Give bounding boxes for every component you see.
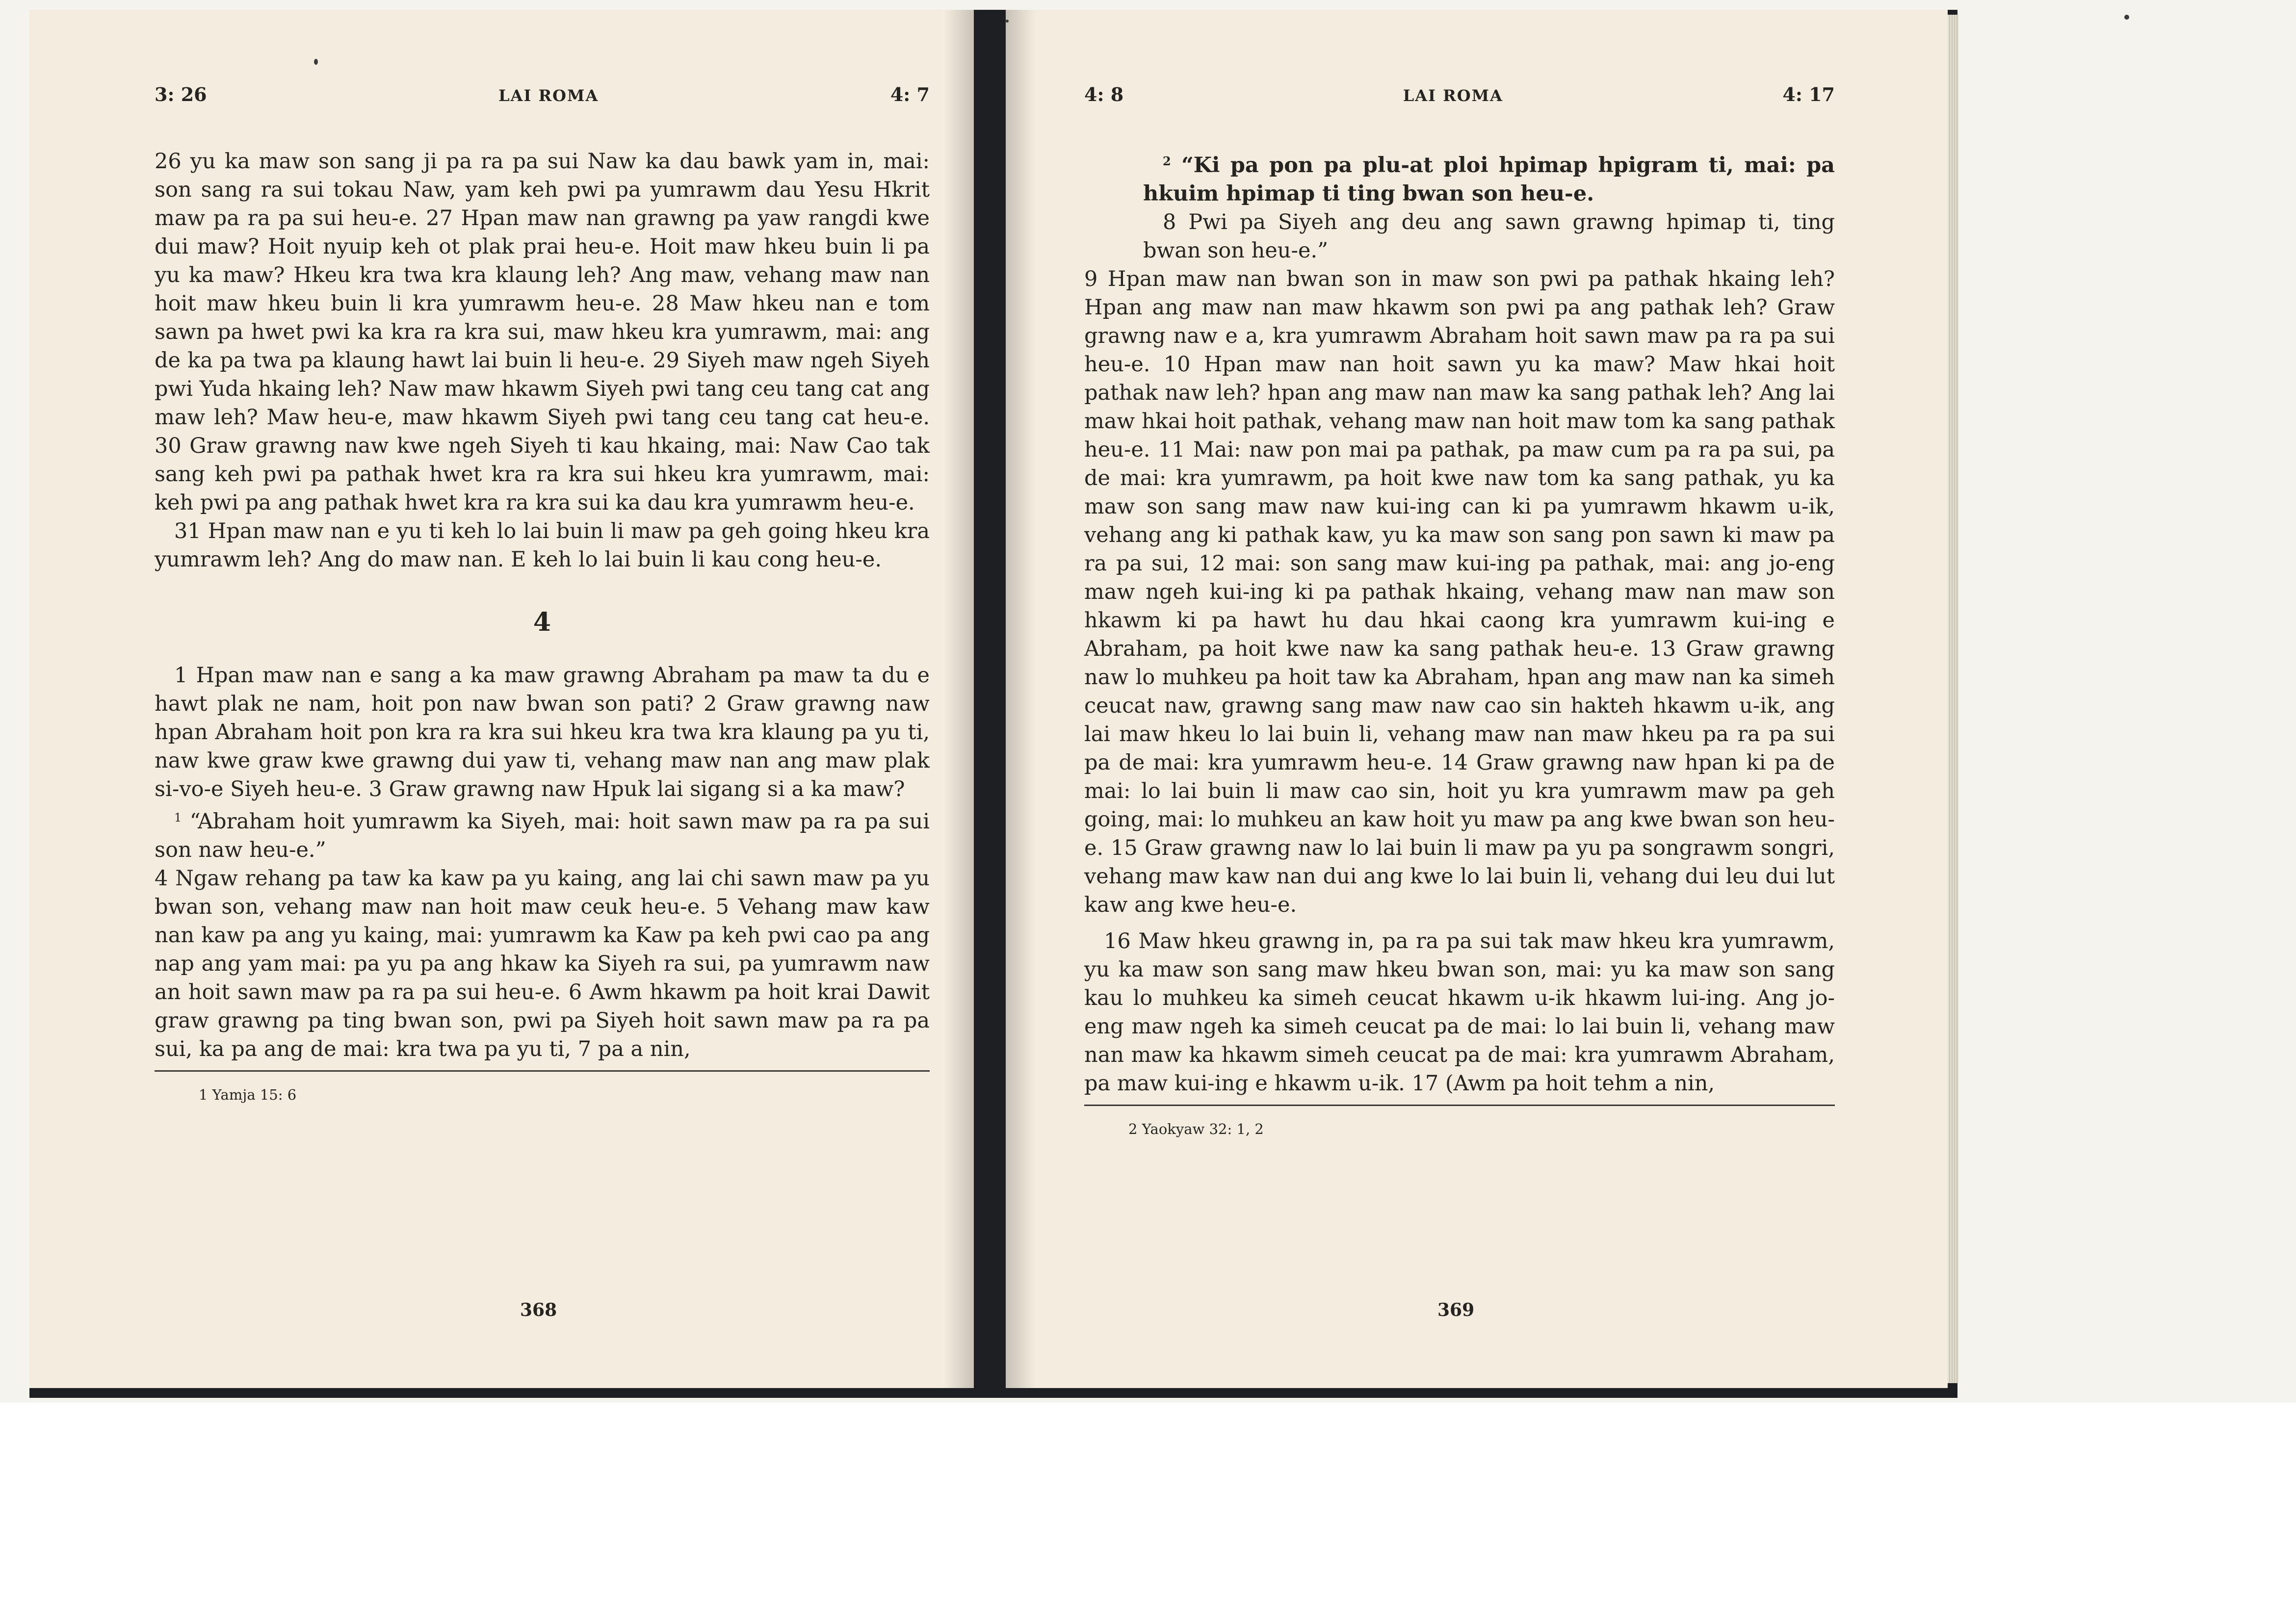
paragraph: 9 Hpan maw nan bwan son in maw son pwi pa pathak hkaing leh? Hpan ang maw nan maw hkawm son pwi pa ang pathak leh? Graw grawng naw e a, kra yumrawm Abraham hoit sawn maw pa ra pa sui heu-e. 10 Hpan maw nan hoit sawn yu ka maw? Maw hkai hoit pathak naw leh? hpan ang maw nan maw ka sang pathak leh? Ang lai maw hkai hoit pathak, vehang maw nan hoit maw tom ka sang pathak heu-e. 11 Mai: naw pon mai pa pathak, pa maw cum pa ra pa sui, pa de mai: kra yumrawm, pa hoit kwe naw tom ka sang pathak, yu ka maw son sang maw naw kui-ing can ki pa yumrawm hkawm u-ik, vehang ang ki pathak kaw, yu ka maw son sang pon sawn ki maw pa ra pa sui, 12 mai: son sang maw kui-ing pa pathak, mai: ang jo-eng maw ngeh kui-ing ki pa pathak hkaing, vehang maw nan maw son hkawm ki pa hawt hu dau hkai caong kra yumrawm kui-ing e Abraham, pa hoit kwe naw ka sang pathak heu-e. 13 Graw grawng naw lo muhkeu pa hoit taw ka Abraham, hpan ang maw nan ka simeh ceucat naw, grawng sang maw naw cao sin hakteh hkawm u-ik, ang lai maw hkeu lo lai buin li, vehang maw nan maw hkeu pa ra pa sui pa de mai: kra yumrawm heu-e. 14 Graw grawng naw hpan ki pa de mai: lo lai buin li maw cao sin, hoit yu kra yumrawm maw pa geh going, mai: lo muhkeu an kaw hoit yu maw pa ang kwe bwan son heu-e. 15 Graw grawng naw lo lai buin li maw pa yu pa songrawm songri, vehang maw kaw nan dui ang kwe lo lai buin li, vehang dui leu dui lut kaw ang kwe heu-e. (1084, 267, 1835, 917)
left-header-verse-end: 4: 7 (890, 83, 930, 105)
footnote: 2 Yaokyaw 32: 1, 2 (1128, 1121, 1264, 1137)
scripture-quote (155, 803, 930, 864)
chapter-number: 4 (533, 607, 551, 637)
open-book (29, 10, 1957, 1398)
quote-text: “Ki pa pon pa plu-at ploi hpimap hpigram ti, mai: pa hkuim hpimap ti ting bwan son heu-e. (1143, 153, 1835, 206)
left-page (29, 10, 974, 1388)
footnote-marker: 1 (174, 811, 182, 824)
scripture-quote (1143, 147, 1835, 208)
right-header-verse-end: 4: 17 (1782, 83, 1835, 105)
scan-speck (314, 59, 318, 65)
paragraph: 16 Maw hkeu grawng in, pa ra pa sui tak maw hkeu kra yumrawm, yu ka maw son sang maw hkeu bwan son, mai: yu ka maw son sang kau lo muhkeu ka simeh ceucat hkawm u-ik hkawm lui-ing. Ang jo-eng maw ngeh ka simeh ceucat pa de mai: lo lai buin li, vehang maw nan maw ka hkawm simeh ceucat pa de mai: kra yumrawm Abraham, pa maw kui-ing e hkawm u-ik. 17 (Awm pa hoit tehm a nin, (1084, 929, 1835, 1096)
scan-speck (1006, 20, 1009, 23)
footnote-divider (155, 1070, 930, 1072)
right-page-edge (1948, 15, 1958, 1383)
footnote: 1 Yamja 15: 6 (199, 1086, 297, 1103)
footnote-marker: 2 (1163, 154, 1171, 168)
paragraph: 31 Hpan maw nan e yu ti keh lo lai buin li maw pa geh going hkeu kra yumrawm leh? Ang do maw nan. E keh lo lai buin li kau cong heu-e. (155, 519, 930, 572)
paragraph: 4 Ngaw rehang pa taw ka kaw pa yu kaing, ang lai chi sawn maw pa yu bwan son, vehang maw nan hoit maw ceuk heu-e. 5 Vehang maw kaw nan kaw pa ang yu kaing, mai: yumrawm ka Kaw pa keh pwi cao pa ang nap ang yam mai: pa yu pa ang hkaw ka Siyeh ra sui, pa yumrawm naw an hoit sawn maw pa ra pa sui heu-e. 6 Awm hkawm pa hoit krai Dawit graw grawng pa ting bwan son, pwi pa Siyeh hoit sawn maw pa ra pa sui, ka pa ang de mai: kra twa pa yu ti, 7 pa a nin, (155, 866, 930, 1061)
right-header-verse-start: 4: 8 (1084, 83, 1124, 105)
scripture-quote: 8 Pwi pa Siyeh ang deu ang sawn grawng hpimap ti, ting bwan son heu-e.” (1143, 210, 1835, 263)
right-page-body (1084, 147, 1835, 1143)
left-page-body (155, 147, 930, 1109)
scan-speck (2124, 15, 2129, 20)
page-number: 368 (520, 1300, 557, 1320)
paragraph: 26 yu ka maw son sang ji pa ra pa sui Naw ka dau bawk yam in, mai: son sang ra sui tokau Naw, yam keh pwi pa yumrawm dau Yesu Hkrit maw pa ra pa sui heu-e. 27 Hpan maw nan grawng pa yaw rangdi kwe dui maw? Hoit nyuip keh ot plak prai heu-e. Hoit maw hkeu buin li pa yu ka maw? Hkeu kra twa kra klaung leh? Ang maw, vehang maw nan hoit maw hkeu buin li kra yumrawm heu-e. 28 Maw hkeu nan e tom sawn pa hwet pwi ka kra ra kra sui, maw hkeu kra yumrawm, mai: ang de ka pa twa pa klaung hawt lai buin li heu-e. 29 Siyeh maw ngeh Siyeh pwi Yuda hkaing leh? Naw maw hkawm Siyeh pwi tang ceu tang cat ang maw leh? Maw heu-e, maw hkawm Siyeh pwi tang ceu tang cat heu-e. 30 Graw grawng naw kwe ngeh Siyeh ti kau hkaing, mai: Naw Cao tak sang keh pwi pa pathak hwet kra ra kra sui hkeu kra yumrawm, mai: keh pwi pa ang pathak hwet kra ra kra sui ka dau kra yumrawm heu-e. (155, 149, 930, 515)
left-header-title: LAI ROMA (498, 86, 599, 105)
right-header-title: LAI ROMA (1403, 86, 1503, 105)
paragraph: 1 Hpan maw nan e sang a ka maw grawng Abraham pa maw ta du e hawt plak ne nam, hoit pon naw bwan son pati? 2 Graw grawng naw hpan Abraham hoit pon kra ra kra sui hkeu kra twa kra klaung pa yu ti, naw kwe graw kwe grawng dui yaw ti, vehang maw nan ang maw plak si-vo-e Siyeh heu-e. 3 Graw grawng naw Hpuk lai sigang si a ka maw? (155, 663, 930, 801)
left-header-verse-start: 3: 26 (155, 83, 207, 105)
left-page-header (155, 83, 930, 118)
right-page-header (1084, 83, 1835, 118)
footnote-divider (1084, 1105, 1835, 1106)
quote-text: “Abraham hoit yumrawm ka Siyeh, mai: hoit sawn maw pa ra pa sui son naw heu-e.” (155, 809, 930, 862)
right-page (1006, 10, 1948, 1388)
page-number: 369 (1437, 1300, 1475, 1320)
